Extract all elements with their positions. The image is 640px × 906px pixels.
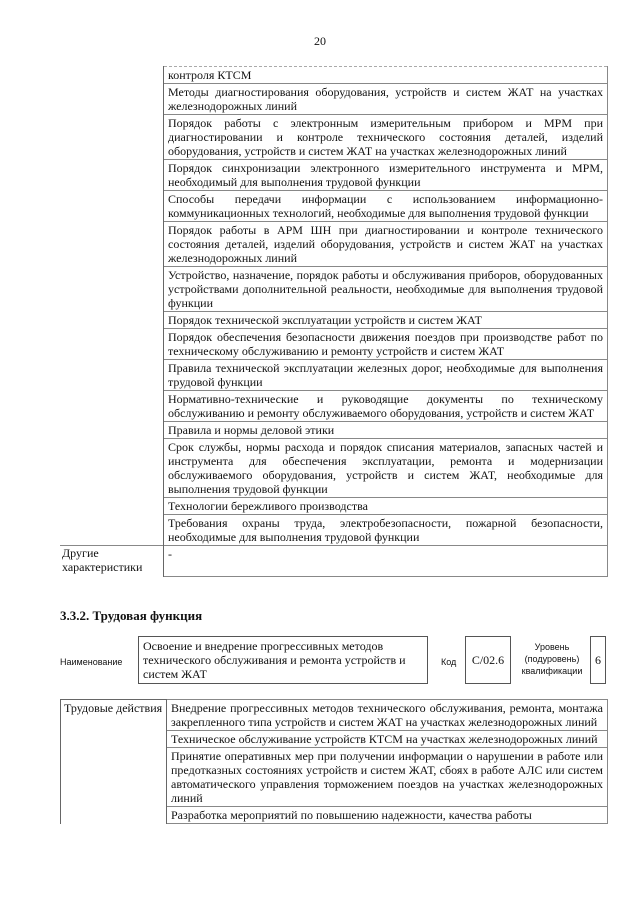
knowledge-item: Порядок обеспечения безопасности движения поездов при производстве работ по техническому обслуживанию и ремонту устройств и систем ЖАТ bbox=[164, 329, 608, 360]
knowledge-item: Порядок синхронизации электронного измерительного инструмента и МРМ, необходимый для выполнения трудовой функции bbox=[164, 160, 608, 191]
knowledge-item: Правила технической эксплуатации железных дорог, необходимые для выполнения трудовой функции bbox=[164, 360, 608, 391]
other-characteristics-value: - bbox=[164, 546, 608, 577]
knowledge-item: Устройство, назначение, порядок работы и обслуживания приборов, оборудованных устройствами дополнительной реальности, необходимые для выполнения трудовой функции bbox=[164, 267, 608, 312]
function-code: C/02.6 bbox=[465, 636, 511, 684]
other-characteristics-label: Другие характеристики bbox=[60, 546, 164, 577]
knowledge-item: Правила и нормы деловой этики bbox=[164, 422, 608, 439]
knowledge-table bbox=[60, 66, 608, 577]
knowledge-item: Порядок работы в АРМ ШН при диагностировании и контроле технического состояния деталей, изделий оборудования, устройств и систем ЖАТ на участках железнодорожных линий bbox=[164, 222, 608, 267]
function-header bbox=[60, 636, 608, 688]
knowledge-item: Срок службы, нормы расхода и порядок списания материалов, запасных частей и инструмента для обеспечения эксплуатации, ремонта и модернизации обслуживаемого оборудования, устройств и систем ЖАТ, необходимые для выполнения трудовой функции bbox=[164, 439, 608, 498]
knowledge-item: Порядок технической эксплуатации устройств и систем ЖАТ bbox=[164, 312, 608, 329]
code-label: Код bbox=[441, 657, 457, 667]
level-label: Уровень (подуровень) квалификации bbox=[521, 642, 583, 676]
section-title: 3.3.2. Трудовая функция bbox=[60, 608, 203, 623]
knowledge-item: Технологии бережливого производства bbox=[164, 498, 608, 515]
function-name: Освоение и внедрение прогрессивных методов технического обслуживания и ремонта устройств и систем ЖАТ bbox=[138, 636, 428, 684]
knowledge-item: Методы диагностирования оборудования, устройств и систем ЖАТ на участках железнодорожных линий bbox=[164, 84, 608, 115]
labor-action-item: Внедрение прогрессивных методов технического обслуживания, ремонта, монтажа закрепленного типа устройств и систем ЖАТ на участках железнодорожных линий bbox=[167, 700, 608, 731]
labor-actions-label: Трудовые действия bbox=[61, 700, 167, 824]
labor-action-item: Разработка мероприятий по повышению надежности, качества работы bbox=[167, 807, 608, 824]
knowledge-item: Требования охраны труда, электробезопасности, пожарной безопасности, необходимые для выполнения трудовой функции bbox=[164, 515, 608, 546]
knowledge-label-cell bbox=[60, 67, 164, 546]
knowledge-item: Нормативно-технические и руководящие документы по техническому обслуживанию и ремонту обслуживаемого оборудования, устройств и систем ЖАТ bbox=[164, 391, 608, 422]
name-label: Наименование bbox=[60, 657, 123, 667]
labor-action-item: Техническое обслуживание устройств КТСМ на участках железнодорожных линий bbox=[167, 731, 608, 748]
page-number: 20 bbox=[314, 34, 326, 48]
qualification-level: 6 bbox=[590, 636, 606, 684]
labor-actions-table bbox=[60, 699, 608, 824]
knowledge-item: Порядок работы с электронным измерительным прибором и МРМ при диагностировании и контроле технического состояния деталей, изделий оборудования, устройств и систем ЖАТ на участках железнодорожных линий bbox=[164, 115, 608, 160]
knowledge-item: Способы передачи информации с использованием информационно-коммуникационных технологий, необходимые для выполнения трудовой функции bbox=[164, 191, 608, 222]
labor-action-item: Принятие оперативных мер при получении информации о нарушении в работе или предотказных состояниях устройств и систем ЖАТ, сбоях в работе АЛС или систем автоматического управления торможением поездов на участках железнодорожных линий bbox=[167, 748, 608, 807]
knowledge-item: контроля КТСМ bbox=[164, 67, 608, 84]
